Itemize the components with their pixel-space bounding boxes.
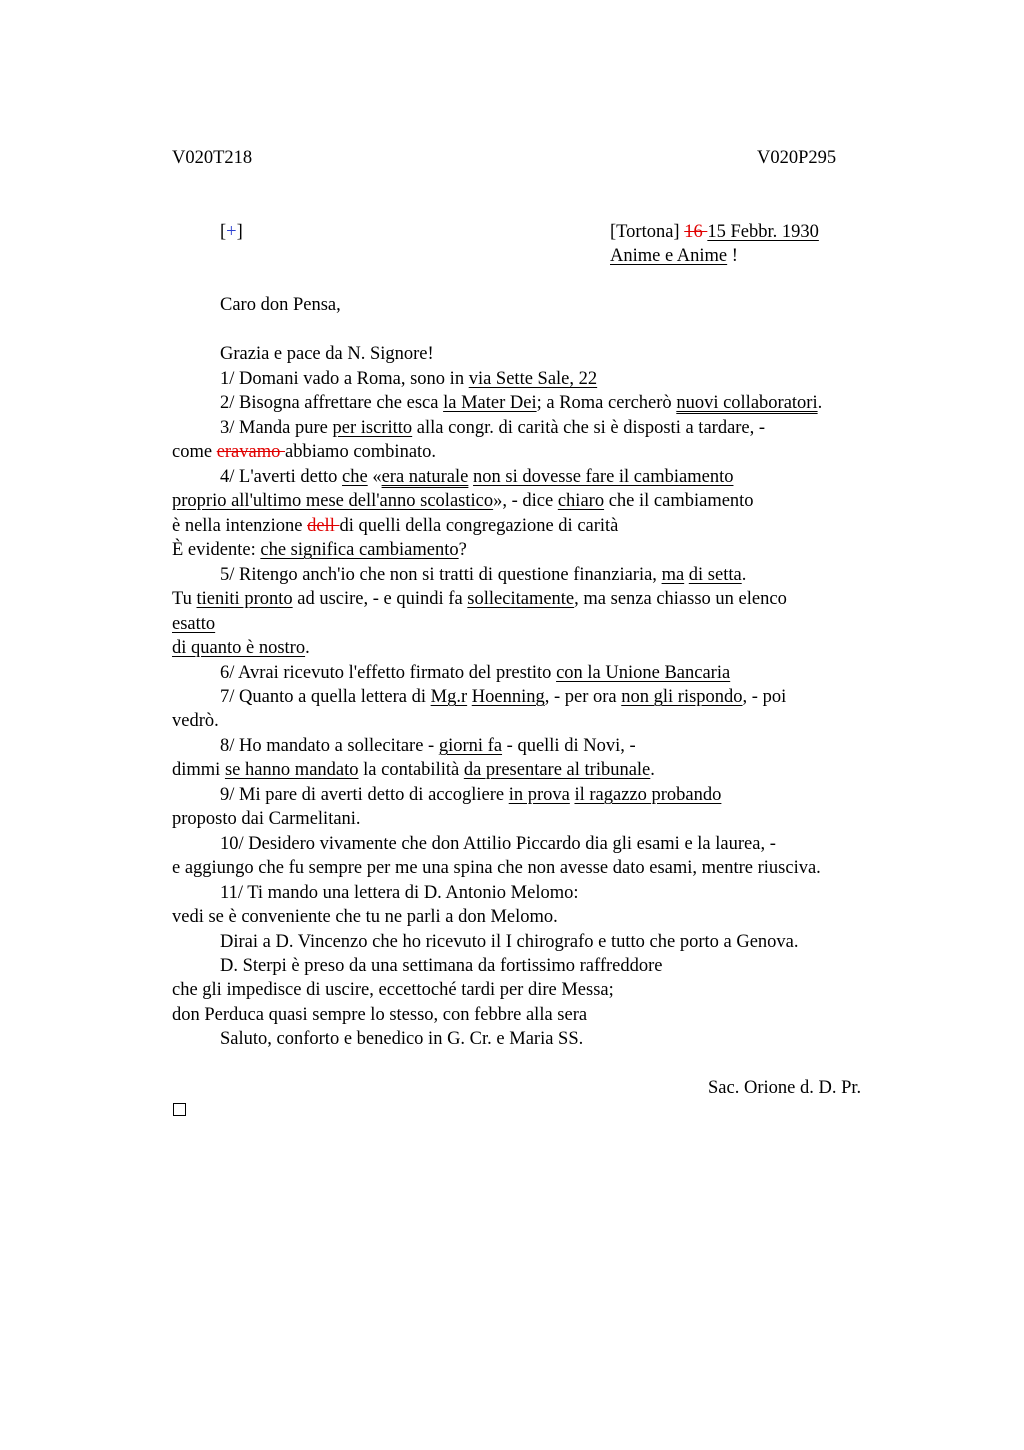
date-line xyxy=(610,220,819,245)
closing-2: D. Sterpi è preso da una settimana da fortissimo raffreddore xyxy=(220,956,663,976)
item-11-cont: vedi se è conveniente che tu ne parli a don Melomo. xyxy=(172,907,558,927)
closing-3: che gli impedisce di uscire, eccettoché tardi per dire Messa; xyxy=(172,980,614,1000)
salutation: Caro don Pensa, xyxy=(220,295,341,315)
item-4-line2: proprio all'ultimo mese dell'anno scolastico», - dice chiaro che il cambiamento xyxy=(172,491,754,511)
item-4-line4: È evidente: che significa cambiamento? xyxy=(172,540,467,560)
motto-text: Anime e Anime xyxy=(610,246,728,266)
item-4-line3: è nella intenzione dell di quelli della congregazione di carità xyxy=(172,516,619,536)
item-1: 1/ Domani vado a Roma, sono in via Sette Sale, 22 xyxy=(220,369,598,389)
item-9-cont: proposto dai Carmelitani. xyxy=(172,809,361,829)
doc-code-right: V020P295 xyxy=(757,148,837,168)
motto-suffix: ! xyxy=(727,246,738,266)
item-2: 2/ Bisogna affrettare che esca la Mater Dei; a Roma cercherò nuovi collaboratori. xyxy=(220,393,823,413)
cross-icon: + xyxy=(226,222,237,242)
item-3-cont: come eravamo abbiamo combinato. xyxy=(172,442,437,462)
item-5-line2: Tu tieniti pronto ad uscire, - e quindi fa sollecitamente, ma senza chiasso un elenco xyxy=(172,589,787,609)
greeting: Grazia e pace da N. Signore! xyxy=(220,344,434,364)
closing-5: Saluto, conforto e benedico in G. Cr. e Maria SS. xyxy=(220,1029,584,1049)
item-5: 5/ Ritengo anch'io che non si tratti di questione finanziaria, ma di setta. xyxy=(220,565,747,585)
cross-mark: [+] xyxy=(220,222,243,242)
item-6: 6/ Avrai ricevuto l'effetto firmato del prestito con la Unione Bancaria xyxy=(220,663,731,683)
item-10: 10/ Desidero vivamente che don Attilio Piccardo dia gli esami e la laurea, - xyxy=(220,834,776,854)
item-3: 3/ Manda pure per iscritto alla congr. di carità che si è disposti a tardare, - xyxy=(220,418,766,438)
date: 15 Febbr. 1930 xyxy=(707,222,819,242)
end-square-icon xyxy=(173,1103,186,1116)
item-10-cont: e aggiungo che fu sempre per me una spina che non avesse dato esami, mentre riusciva. xyxy=(172,858,821,878)
closing-4: don Perduca quasi sempre lo stesso, con febbre alla sera xyxy=(172,1005,588,1025)
deleted-date: 16 xyxy=(684,222,708,242)
item-5-line4: di quanto è nostro. xyxy=(172,638,310,658)
item-11: 11/ Ti mando una lettera di D. Antonio Melomo: xyxy=(220,883,579,903)
closing-1: Dirai a D. Vincenzo che ho ricevuto il I chirografo e tutto che porto a Genova. xyxy=(220,932,799,952)
item-8: 8/ Ho mandato a sollecitare - giorni fa - quelli di Novi, - xyxy=(220,736,636,756)
place: [Tortona] xyxy=(610,222,680,242)
motto xyxy=(610,244,738,269)
item-9: 9/ Mi pare di averti detto di accogliere in prova il ragazzo probando xyxy=(220,785,722,805)
item-7-cont: vedrò. xyxy=(172,711,219,731)
item-7: 7/ Quanto a quella lettera di Mg.r Hoenning, - per ora non gli rispondo, - poi xyxy=(220,687,787,707)
item-5-line3: esatto xyxy=(172,614,216,634)
item-4: 4/ L'averti detto che «era naturale non si dovesse fare il cambiamento xyxy=(220,467,734,487)
signature: Sac. Orione d. D. Pr. xyxy=(708,1078,862,1098)
item-8-cont: dimmi se hanno mandato la contabilità da presentare al tribunale. xyxy=(172,760,655,780)
doc-code-left: V020T218 xyxy=(172,148,253,168)
